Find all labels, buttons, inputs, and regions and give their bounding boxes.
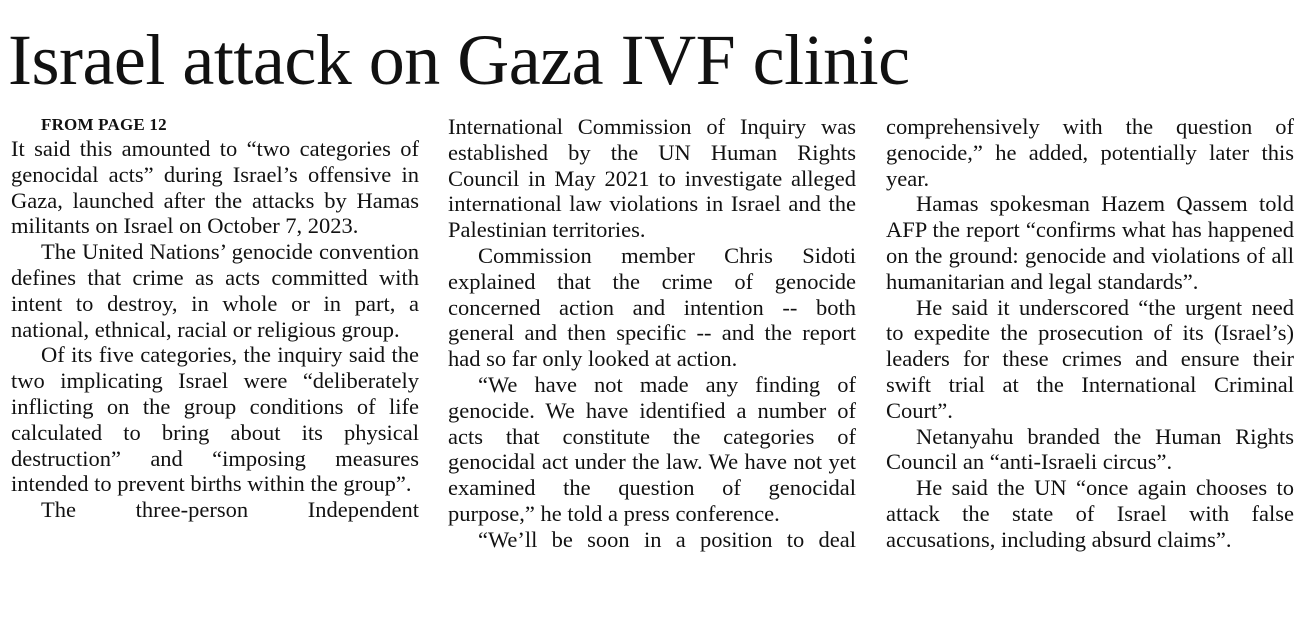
article-body [11, 114, 1297, 614]
paragraph: International Commission of Inquiry was established by the UN Human Rights Council in May 2021 to investigate alleged international law violations in Israel and the Palestinian territories. [448, 114, 856, 243]
paragraph: “We’ll be soon in a position to deal [478, 526, 856, 552]
paragraph: comprehensively with the question of genocide,” he added, potentially later this year. [886, 114, 1294, 191]
column-1 [11, 114, 419, 523]
paragraph: Commission member Chris Sidoti explained that the crime of genocide concerned action and intention -- both general and then specific -- and the report had so far only looked at action. [448, 242, 856, 372]
paragraph: “We have not made any finding of genocide. We have identified a number of acts that constitute the categories of genocidal act under the law. We have not yet examined the question of genocidal purpose,” he told a press conference. [448, 371, 856, 526]
paragraph: He said it underscored “the urgent need to expedite the prosecution of its (Israel’s) leaders for these crimes and ensure their swift trial at the International Criminal Court”. [886, 294, 1294, 423]
page-continuation-kicker: FROM PAGE 12 [41, 115, 167, 134]
column-3 [886, 114, 1294, 553]
paragraph: Netanyahu branded the Human Rights Council an “anti-Israeli circus”. [886, 423, 1294, 475]
column-2 [448, 114, 856, 553]
paragraph: Hamas spokesman Hazem Qassem told AFP the report “confirms what has happened on the ground: genocide and violations of all humanitarian and legal standards”. [886, 191, 1294, 294]
paragraph: He said the UN “once again chooses to attack the state of Israel with false accusations, including absurd claims”. [886, 475, 1294, 552]
headline: Israel attack on Gaza IVF clinic [8, 20, 910, 100]
paragraph: It said this amounted to “two categories of genocidal acts” during Israel’s offensive in Gaza, launched after the attacks by Hamas militants on Israel on October 7, 2023. [11, 136, 419, 239]
paragraph: Of its five categories, the inquiry said the two implicating Israel were “deliberately inflicting on the group conditions of life calculated to bring about its physical destruction” and “imposing measures intended to prevent births within the group”. [11, 342, 419, 497]
paragraph: The three-person Independent [41, 497, 419, 523]
paragraph: The United Nations’ genocide convention defines that crime as acts committed with intent to destroy, in whole or in part, a national, ethnical, racial or religious group. [11, 239, 419, 342]
